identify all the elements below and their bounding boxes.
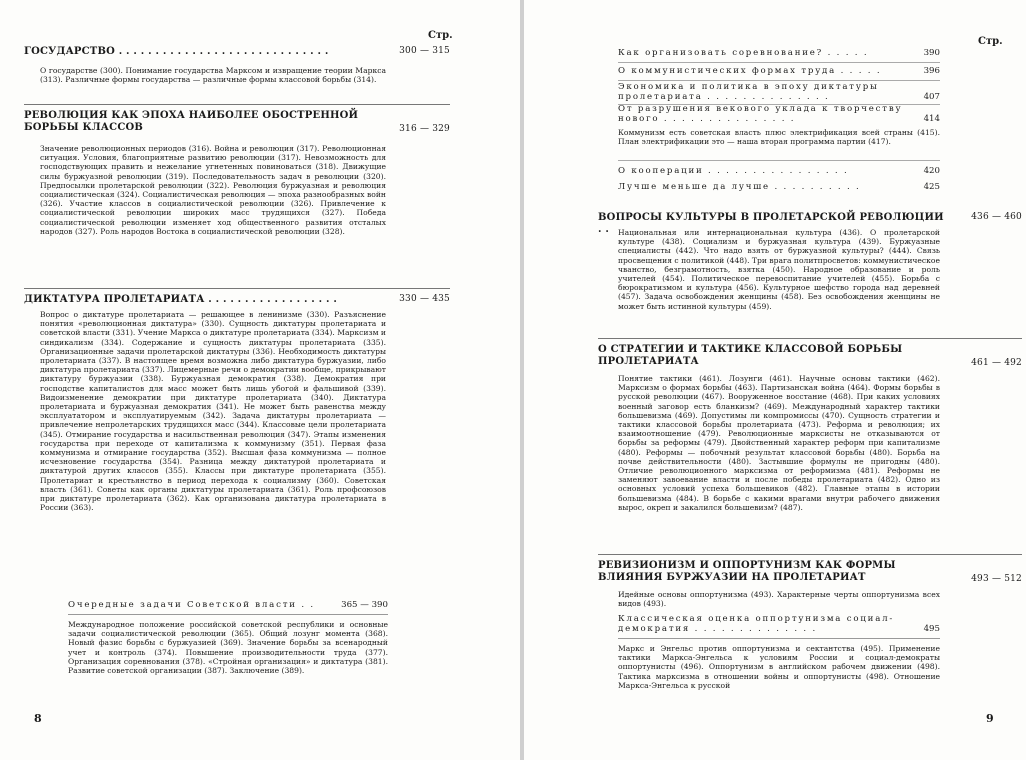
section-heading <box>598 344 1022 368</box>
subsection-heading <box>618 48 940 58</box>
section-heading <box>24 294 450 306</box>
section-title: О СТРАТЕГИИ И ТАКТИКЕ КЛАССОВОЙ БОРЬБЫ ПРОЛЕТАРИАТА <box>598 344 903 367</box>
subsection-heading <box>68 600 388 610</box>
divider <box>598 554 1022 555</box>
subsection-heading <box>618 166 940 176</box>
divider <box>24 288 450 289</box>
section-pages: 461 — 492 <box>971 358 1022 368</box>
subsection-pages: 390 <box>923 48 940 58</box>
section-heading <box>24 46 450 58</box>
subsection-description: Коммунизм есть советская власть плюс электрификация всей страны (415). План электрификации это — наша вторая программа партии (417). <box>618 128 940 147</box>
subsection-title: Классическая оценка оппортунизма социал-демократия . . . . . . . . . . . . . . <box>618 614 895 634</box>
column-header: Стр. <box>978 36 1003 47</box>
column-header: Стр. <box>428 30 453 41</box>
section-pages: 330 — 435 <box>399 294 450 304</box>
subsection-title: Экономика и политика в эпоху диктатуры пролетариата . . . . . . . . . . . . . . <box>618 82 879 102</box>
divider <box>68 614 388 615</box>
subsection-pages: 365 — 390 <box>341 600 388 610</box>
section-title: ГОСУДАРСТВО . . . . . . . . . . . . . . . . . . . . . . . . . . . . . <box>24 46 329 57</box>
subsection-pages: 420 <box>923 166 940 176</box>
subsection-pages: 495 <box>923 624 940 634</box>
divider <box>618 80 940 81</box>
section-description: О государстве (300). Понимание государства Марксом и извращение теории Маркса (313). Различные формы государства — различные формы классовой борьбы (314). <box>40 66 386 85</box>
section-pages: 316 — 329 <box>399 124 450 134</box>
subsection-title: Очередные задачи Советской власти . . <box>68 600 315 610</box>
subsection-title: О кооперации . . . . . . . . . . . . . . . . <box>618 166 849 176</box>
subsection-title: От разрушения векового уклада к творчеству нового . . . . . . . . . . . . . . . <box>618 104 903 124</box>
section-description: Вопрос о диктатуре пролетариата — решающее в ленинизме (330). Разъяснение понятия «революционная диктатура» (330). Сущность диктатуры пролетариата и советской власти (331). Учение Маркса о диктатуре пролетариата (334). Марксизм и синдикализм (334). Содержание и сущность диктатуры пролетариата (335). Организационные задачи пролетарской диктатуры (336). Необходимость диктатуры пролетариата (337). В настоящее время возможна либо диктатура буржуазии, либо диктатура пролетариата (337). Лицемерные речи о демократии вообще, прикрывают диктатуру буржуазии (338). Буржуазная демократия (338). Демократия при господстве капиталистов для масс может быть лишь убогой и фальшивой (339). Видоизменение демократии при диктатуре пролетариата (340). Диктатура пролетариата и буржуазная демократия (341). Не может быть равенства между эксплуататором и эксплуатируемым (342). Задача диктатуры пролетариата — привлечение непролетарских трудящихся масс (344). Классовые цели пролетариата (345). Отмирание государства и насильственная революция (347). Этапы изменения государства при переходе от капитализма к коммунизму (351). Первая фаза коммунизма и отмирание государства (352). Высшая фаза коммунизма — полное исчезновение государства (354). Разница между диктатурой пролетариата и диктатурой других классов (355). Классы при диктатуре пролетариата (355). Пролетариат и крестьянство в период перехода к социализму (360). Советская власть (361). Советы как органы диктатуры пролетариата (361). Роль профсоюзов при диктатуре пролетариата (362). Как организована диктатура пролетариата в России (363). <box>40 310 386 513</box>
subsection-description: Маркс и Энгельс против оппортунизма и сектантства (495). Применение тактики Маркса-Энгельса к условиям России и социал-демократы оппортунисты (496). Оппортунизм в английском рабочем движении (498). Тактика марксизма в отношении войны и оппортунисты (498). Отношение Маркса-Энгельса к русской <box>618 644 940 690</box>
section-pages: 493 — 512 <box>971 574 1022 584</box>
section-pages: 300 — 315 <box>399 46 450 56</box>
subsection-heading <box>618 66 940 76</box>
subsection-heading <box>618 182 940 192</box>
subsection-pages: 407 <box>923 92 940 102</box>
page-number: 9 <box>986 712 994 725</box>
subsection-pages: 425 <box>923 182 940 192</box>
section-title: ДИКТАТУРА ПРОЛЕТАРИАТА . . . . . . . . . . . . . . . . . . <box>24 294 338 305</box>
section-description: Значение революционных периодов (316). Война и революция (317). Революционная ситуация. Условия, благоприятные развитию революции (317). Невозможность для господствующих править и нежелание угнетенных повиноваться (318). Движущие силы буржуазной революции (319). Последовательность задач в революции (320). Предпосылки пролетарской революции (322). Революция буржуазная и революция социалистическая (324). Социалистическая революция — эпоха разнообразных войн (326). Участие классов в социалистической революции (326). Привлечение к социалистической революции широких масс трудящихся (327). Победа социалистической революции изменяет ход общественного развития отсталых народов (327). Роль народов Востока в социалистической революции (328). <box>40 144 386 236</box>
subsection-heading <box>618 104 940 124</box>
section-description: Идейные основы оппортунизма (493). Характерные черты оппортунизма всех видов (493). <box>618 590 940 609</box>
section-heading <box>24 110 450 134</box>
section-pages: 436 — 460 <box>971 212 1022 222</box>
subsection-pages: 396 <box>923 66 940 76</box>
divider <box>618 638 940 639</box>
subsection-title: Как организовать соревнование? . . . . . <box>618 48 869 58</box>
subsection-pages: 414 <box>923 114 940 124</box>
section-description: Национальная или интернациональная культура (436). О пролетарской культуре (438). Социализм и буржуазная культура (439). Буржуазные специалисты (442). Что надо взять от буржуазной культуры? (444). Связь просвещения с политикой (448). Три врага политпросветов: коммунистическое чванство, безграмотность, взятка (450). Народное образование и роль учителей (454). Политическое перевоспитание учителей (455). Борьба с бюрократизмом и культура (456). Культурное шефство города над деревней (457). Задача освобождения женщины (458). Без освобождения женщины не может быть истинной культуры (459). <box>618 228 940 311</box>
subsection-title: Лучше меньше да лучше . . . . . . . . . . <box>618 182 861 192</box>
divider <box>618 160 940 161</box>
section-heading <box>598 560 1022 584</box>
page-number: 8 <box>34 712 42 725</box>
divider <box>598 338 1022 339</box>
right-page <box>524 0 1026 760</box>
section-title: РЕВИЗИОНИЗМ И ОППОРТУНИЗМ КАК ФОРМЫ ВЛИЯНИЯ БУРЖУАЗИИ НА ПРОЛЕТАРИАТ <box>598 560 896 583</box>
subsection-title: О коммунистических формах труда . . . . . <box>618 66 882 76</box>
divider <box>24 104 450 105</box>
section-title: РЕВОЛЮЦИЯ КАК ЭПОХА НАИБОЛЕЕ ОБОСТРЕННОЙ БОРЬБЫ КЛАССОВ <box>24 110 359 133</box>
divider <box>618 62 940 63</box>
subsection-heading <box>618 82 940 102</box>
section-title: ВОПРОСЫ КУЛЬТУРЫ В ПРОЛЕТАРСКОЙ РЕВОЛЮЦИИ . . <box>598 212 944 235</box>
subsection-description: Международное положение российской советской республики и основные задачи социалистической революции (365). Общий лозунг момента (368). Новый фазис борьбы с буржуазией (369). Значение борьбы за всенародный учет и контроль (374). Повышение производительности труда (377). Организация соревнования (378). «Стройная организация» и диктатура (381). Развитие советской организации (387). Заключение (389). <box>68 620 388 676</box>
section-description: Понятие тактики (461). Лозунги (461). Научные основы тактики (462). Марксизм о формах борьбы (463). Партизанская война (464). Формы борьбы в русской революции (467). Вооруженное восстание (468). При каких условиях военный заговор есть бланкизм? (469). Международный характер тактики большевизма (469). Допустимы ли компромиссы (470). Сущность стратегии и тактики классовой борьбы пролетариата (473). Реформа и революция; их взаимоотношение (479). Революционные марксисты не отказываются от борьбы за реформы (479). Двойственный характер реформ при капитализме (480). Реформы — побочный результат классовой борьбы (480). Борьба на почве действительности (480). Застывшие формулы не пригодны (480). Отличие революционного марксизма от реформизма (481). Реформы не заменяют завоевание власти и после победы пролетариата (482). Одно из основных условий успеха большевиков (482). Главные этапы в истории большевизма (484). В борьбе с какими врагами внутри рабочего движения вырос, окреп и закалился большевизм? (487). <box>618 374 940 512</box>
subsection-heading <box>618 614 940 634</box>
